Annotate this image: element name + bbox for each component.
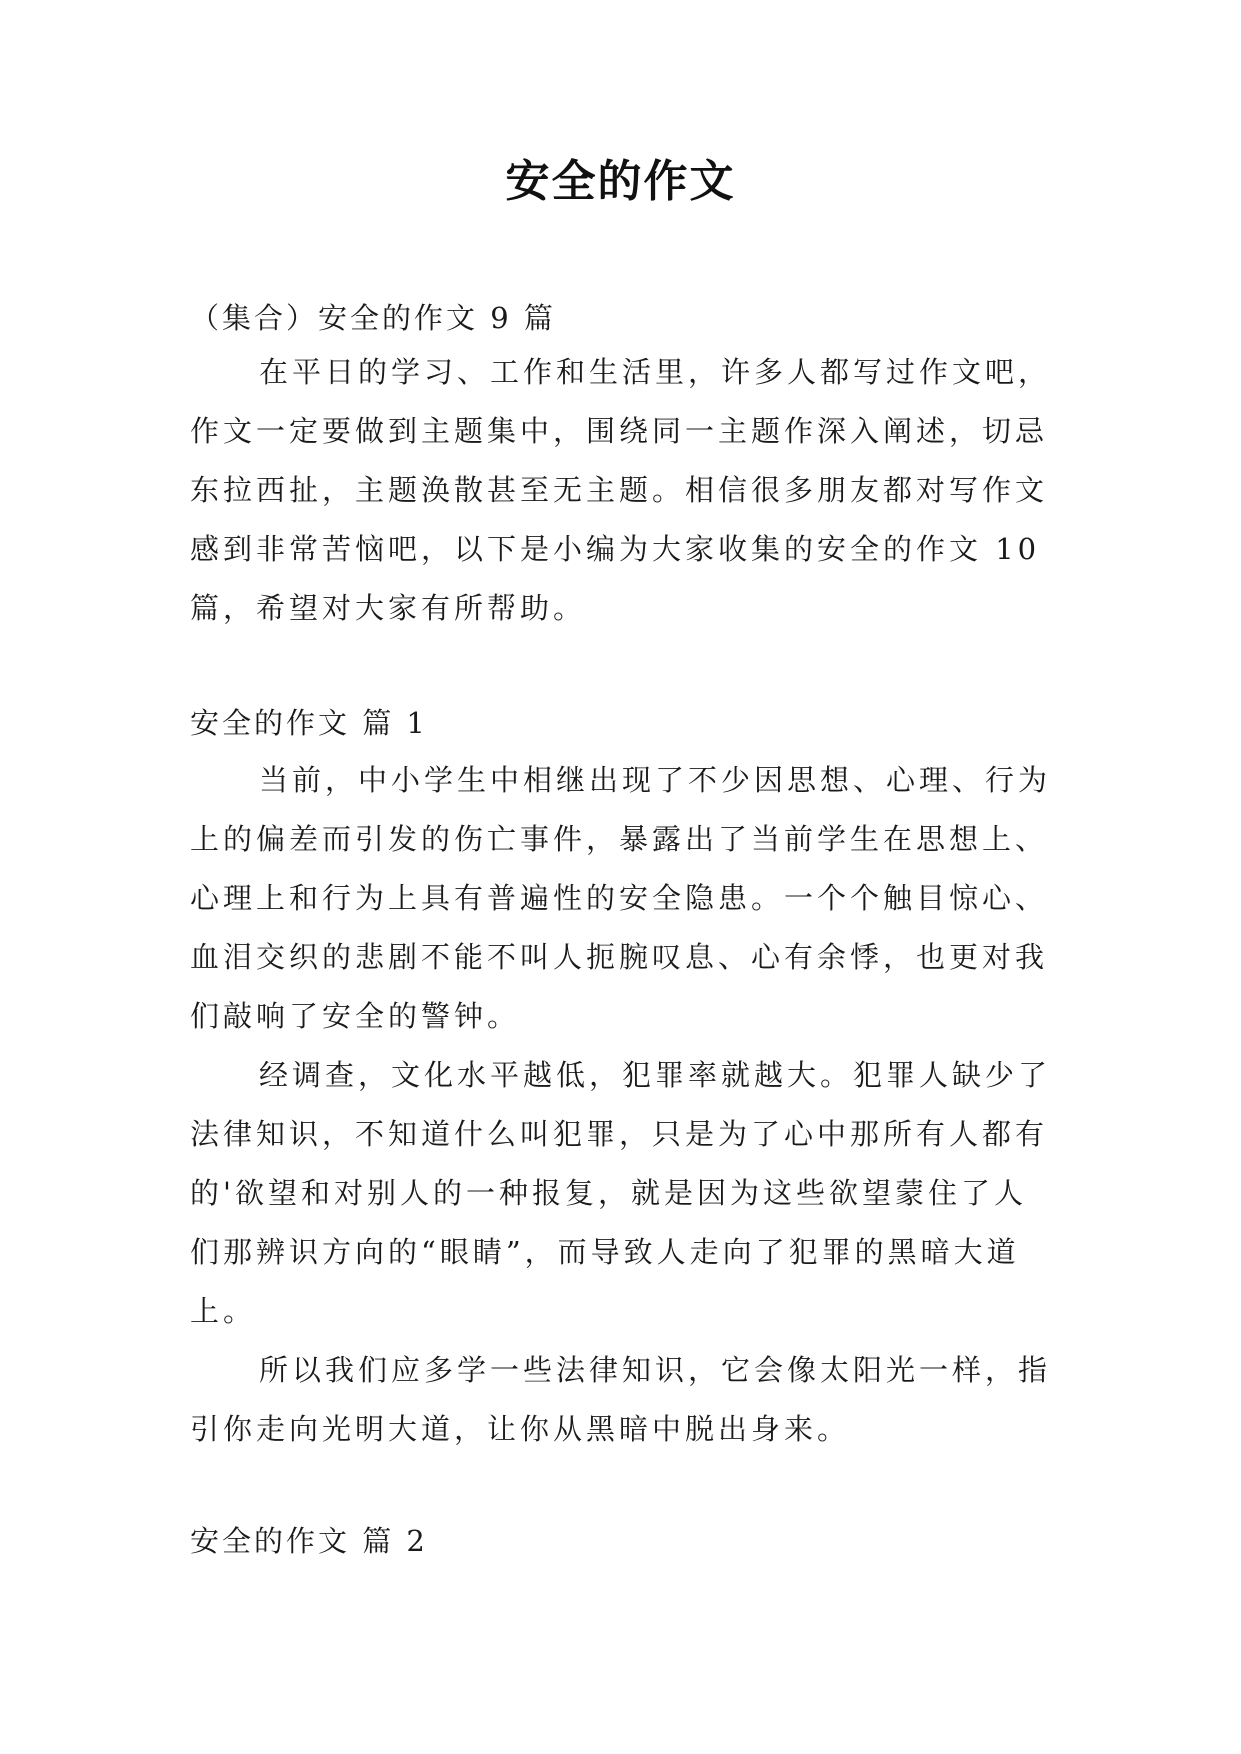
intro-line: 东拉西扯，主题涣散甚至无主题。相信很多朋友都对写作文 [190, 473, 1049, 507]
paragraph-line: 当前，中小学生中相继出现了不少因思想、心理、行为 [259, 763, 1052, 797]
paragraph-line: 上。 [190, 1294, 257, 1328]
paragraph-line: 心理上和行为上具有普遍性的安全隐患。一个个触目惊心、 [190, 881, 1049, 915]
paragraph-line: 经调查，文化水平越低，犯罪率就越大。犯罪人缺少了 [259, 1058, 1052, 1092]
paragraph-line: 们那辨识方向的“眼睛”，而导致人走向了犯罪的黑暗大道 [190, 1235, 1020, 1269]
paragraph-line: 引你走向光明大道，让你从黑暗中脱出身来。 [190, 1412, 851, 1446]
paragraph-line: 上的偏差而引发的伤亡事件，暴露出了当前学生在思想上、 [190, 822, 1049, 856]
intro-line: 作文一定要做到主题集中，围绕同一主题作深入阐述，切忌 [190, 414, 1049, 448]
paragraph-line: 血泪交织的悲剧不能不叫人扼腕叹息、心有余悸，也更对我 [190, 940, 1049, 974]
paragraph-line: 所以我们应多学一些法律知识，它会像太阳光一样，指 [259, 1353, 1052, 1387]
paragraph-line: 们敲响了安全的警钟。 [190, 999, 521, 1033]
document-subtitle: （集合）安全的作文 9 篇 [190, 301, 556, 335]
intro-line: 感到非常苦恼吧，以下是小编为大家收集的安全的作文 10 [190, 532, 1041, 566]
paragraph-line: 的'欲望和对别人的一种报复，就是因为这些欲望蒙住了人 [190, 1176, 1027, 1210]
intro-line: 篇，希望对大家有所帮助。 [190, 591, 587, 625]
paragraph-line: 法律知识，不知道什么叫犯罪，只是为了心中那所有人都有 [190, 1117, 1049, 1151]
intro-line: 在平日的学习、工作和生活里，许多人都写过作文吧， [259, 355, 1052, 389]
section-heading: 安全的作文 篇 1 [190, 706, 428, 740]
section-heading: 安全的作文 篇 2 [190, 1524, 428, 1558]
document-title: 安全的作文 [505, 156, 736, 207]
